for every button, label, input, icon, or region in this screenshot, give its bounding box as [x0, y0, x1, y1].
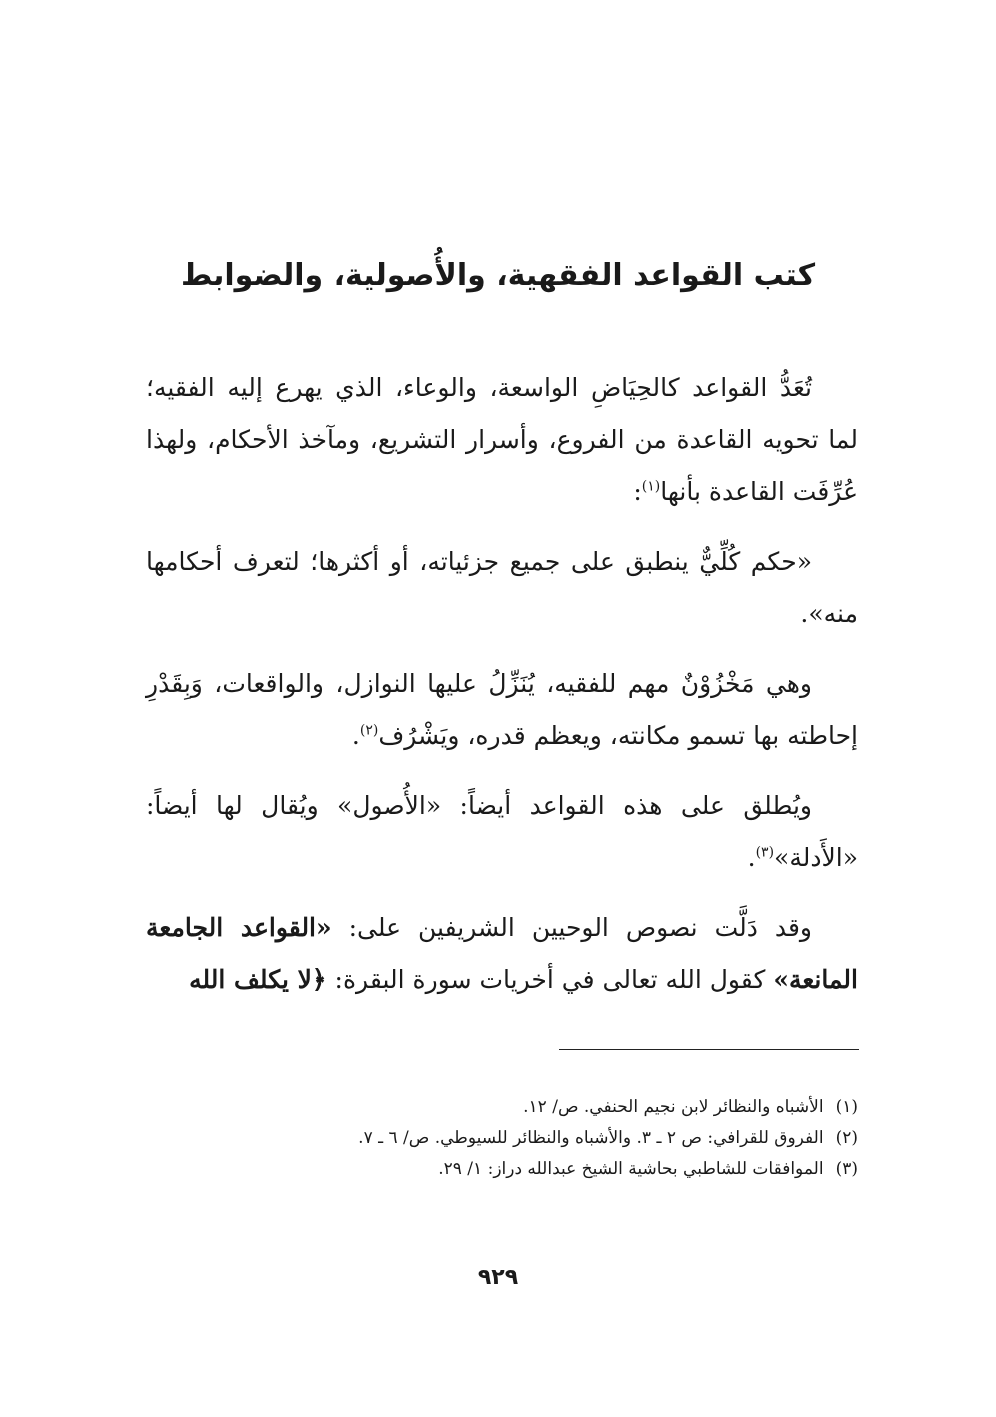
footnote-1-text: الأشباه والنظائر لابن نجيم الحنفي. ص/ ١٢.	[523, 1097, 824, 1117]
paragraph-1-text: تُعَدُّ القواعد كالحِيَاضِ الواسعة، والوعاء، الذي يهرع إليه الفقيه؛ لما تحويه القاعدة من الفروع، وأسرار التشريع، ومآخذ الأحكام، ولهذا عُرِّفَت القاعدة بأنها	[146, 373, 858, 506]
paragraph-4-text: ويُطلق على هذه القواعد أيضاً: «الأُصول» ويُقال لها أيضاً: «الأَدلة»	[146, 791, 858, 872]
paragraph-3-end: .	[351, 721, 360, 750]
footnote-3	[146, 1154, 858, 1185]
paragraph-5-mid: كقول الله تعالى في أخريات سورة البقرة:	[326, 965, 774, 994]
footnote-2-text: الفروق للقرافي: ص ٢ ـ ٣. والأشباه والنظائر للسيوطي. ص/ ٦ ـ ٧.	[358, 1128, 824, 1148]
footnote-3-number: (٣)	[835, 1159, 858, 1179]
paragraph-5-bold-term: «القواعد الجامعة المانعة»	[146, 913, 858, 994]
footnote-2	[146, 1123, 858, 1154]
paragraph-5-start: وقد دَلَّت نصوص الوحيين الشريفين على:	[331, 913, 812, 942]
footnote-2-number: (٢)	[835, 1128, 858, 1148]
footnote-ref-1: (١)	[641, 478, 661, 495]
quran-quote-start: ﴿لا يكلف الله	[189, 965, 327, 994]
definition-quote: «حكم كُلِّيٌّ ينطبق على جميع جزئياته، أو أكثرها؛ لتعرف أحكامها منه».	[146, 547, 858, 628]
paragraph-4	[146, 780, 858, 884]
paragraph-5	[146, 902, 858, 1006]
footnote-3-text: الموافقات للشاطبي بحاشية الشيخ عبدالله دراز: ١/ ٢٩.	[438, 1159, 824, 1179]
footnote-ref-2: (٢)	[359, 722, 379, 739]
paragraph-1	[146, 362, 858, 518]
paragraph-2	[146, 536, 858, 640]
footnote-separator	[559, 1049, 859, 1050]
paragraph-3	[146, 658, 858, 762]
footnotes	[146, 1092, 858, 1185]
paragraph-3-text: وهي مَخْزُوْنٌ مهم للفقيه، يُنَزِّلُ عليها النوازل، والواقعات، وَبِقَدْرِ إحاطته بها تسمو مكانته، ويعظم قدره، ويَشْرُف	[146, 669, 858, 750]
footnote-ref-3: (٣)	[755, 844, 775, 861]
paragraph-1-end: :	[633, 477, 642, 506]
footnote-1-number: (١)	[835, 1097, 858, 1117]
page-title: كتب القواعد الفقهية، والأُصولية، والضوابط	[180, 258, 816, 294]
paragraph-4-end: .	[747, 843, 756, 872]
footnote-1	[146, 1092, 858, 1123]
main-text	[146, 362, 858, 1024]
page-number: ٩٢٩	[477, 1265, 519, 1290]
